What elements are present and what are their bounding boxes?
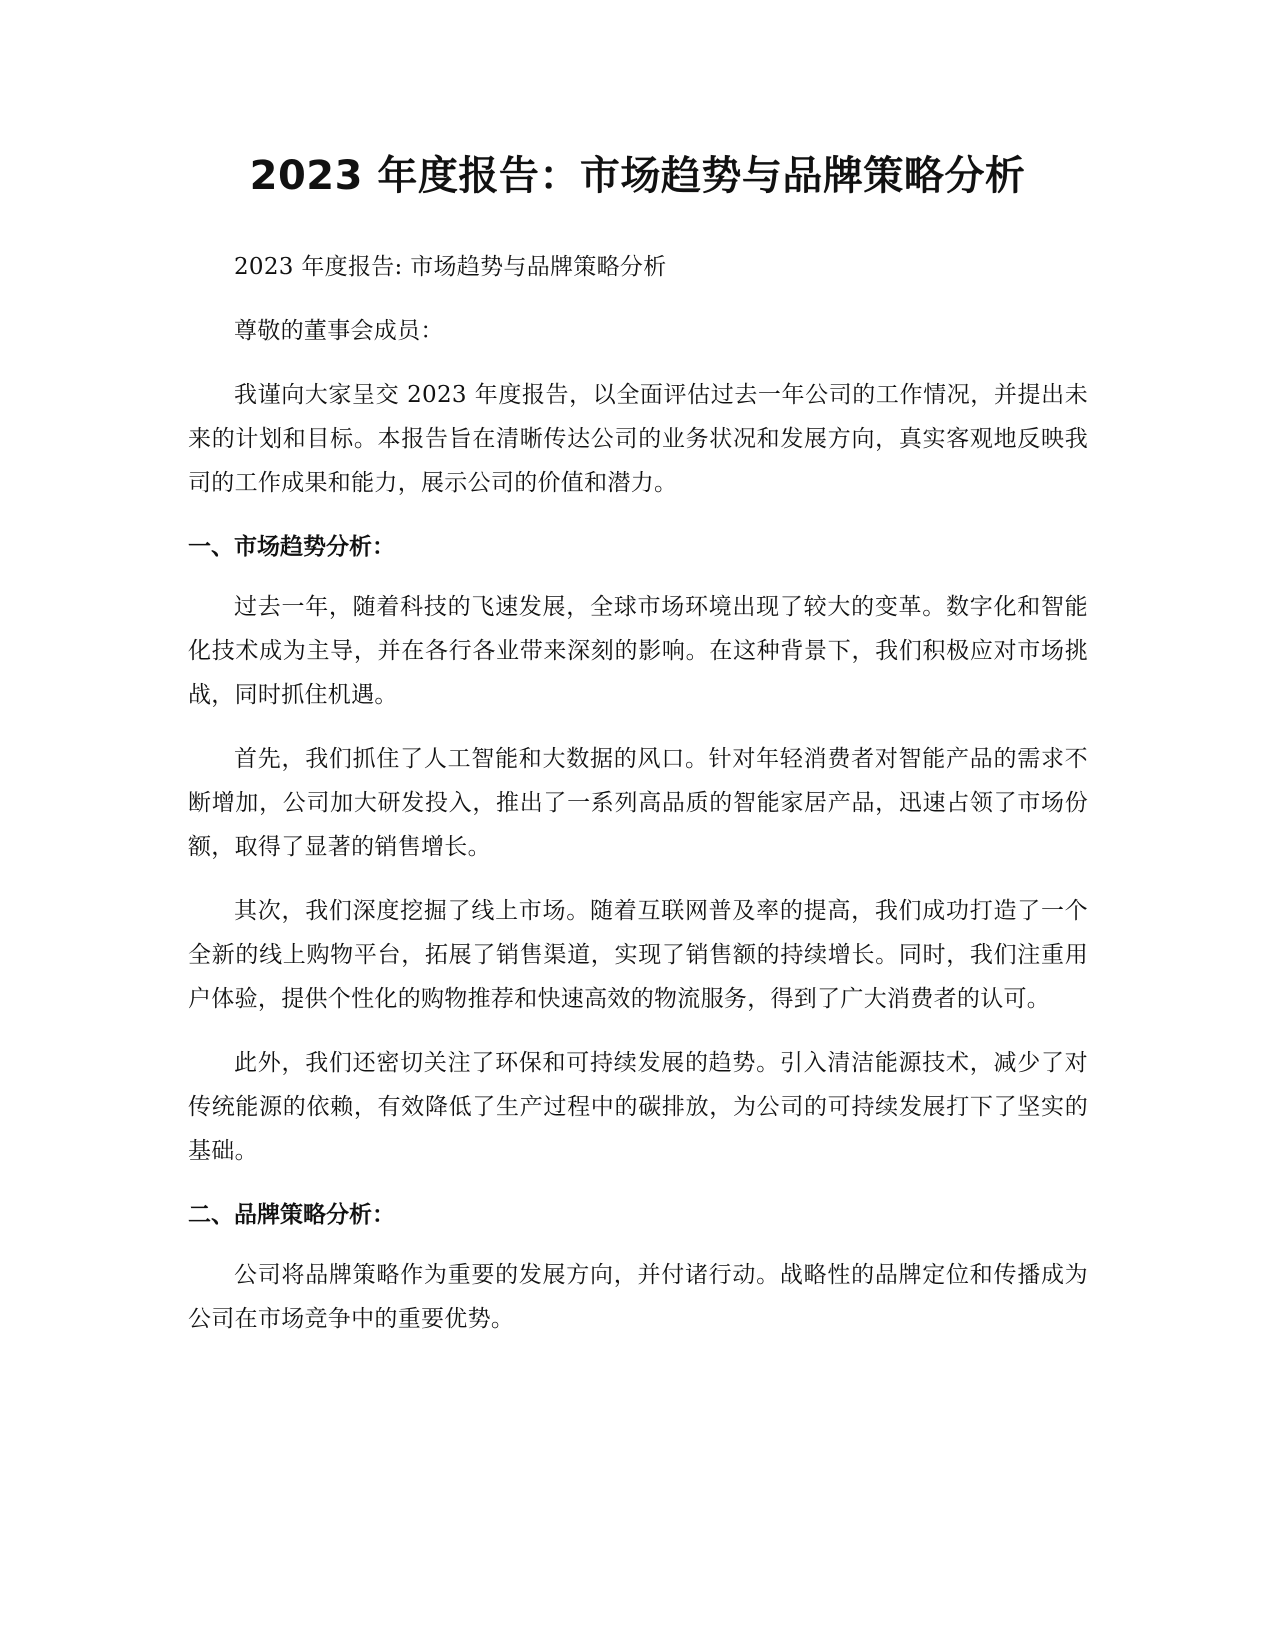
market-trends-paragraph: 其次，我们深度挖掘了线上市场。随着互联网普及率的提高，我们成功打造了一个全新的线上购物平台，拓展了销售渠道，实现了销售额的持续增长。同时，我们注重用户体验，提供个性化的购物推荐和快速高效的物流服务，得到了广大消费者的认可。: [188, 898, 1088, 1012]
salutation: 尊敬的董事会成员：: [234, 318, 444, 344]
market-trends-paragraph: 过去一年，随着科技的飞速发展，全球市场环境出现了较大的变革。数字化和智能化技术成为主导，并在各行各业带来深刻的影响。在这种背景下，我们积极应对市场挑战，同时抓住机遇。: [188, 594, 1088, 708]
section-heading-brand-strategy: 二、品牌策略分析：: [188, 1202, 395, 1228]
market-trends-paragraph: 此外，我们还密切关注了环保和可持续发展的趋势。引入清洁能源技术，减少了对传统能源的依赖，有效降低了生产过程中的碳排放，为公司的可持续发展打下了坚实的基础。: [188, 1050, 1088, 1164]
intro-paragraph: 我谨向大家呈交 2023 年度报告，以全面评估过去一年公司的工作情况，并提出未来的计划和目标。本报告旨在清晰传达公司的业务状况和发展方向，真实客观地反映我司的工作成果和能力，展示公司的价值和潜力。: [188, 382, 1088, 496]
subtitle-line: 2023 年度报告: 市场趋势与品牌策略分析: [234, 254, 667, 280]
document-body: [188, 245, 1088, 1361]
section-heading-market-trends: 一、市场趋势分析：: [188, 534, 395, 560]
market-trends-paragraph: 首先，我们抓住了人工智能和大数据的风口。针对年轻消费者对智能产品的需求不断增加，公司加大研发投入，推出了一系列高品质的智能家居产品，迅速占领了市场份额，取得了显著的销售增长。: [188, 746, 1088, 860]
brand-strategy-paragraph: 公司将品牌策略作为重要的发展方向，并付诸行动。战略性的品牌定位和传播成为公司在市场竞争中的重要优势。: [188, 1262, 1088, 1332]
document-title: 2023 年度报告：市场趋势与品牌策略分析: [249, 153, 1026, 199]
